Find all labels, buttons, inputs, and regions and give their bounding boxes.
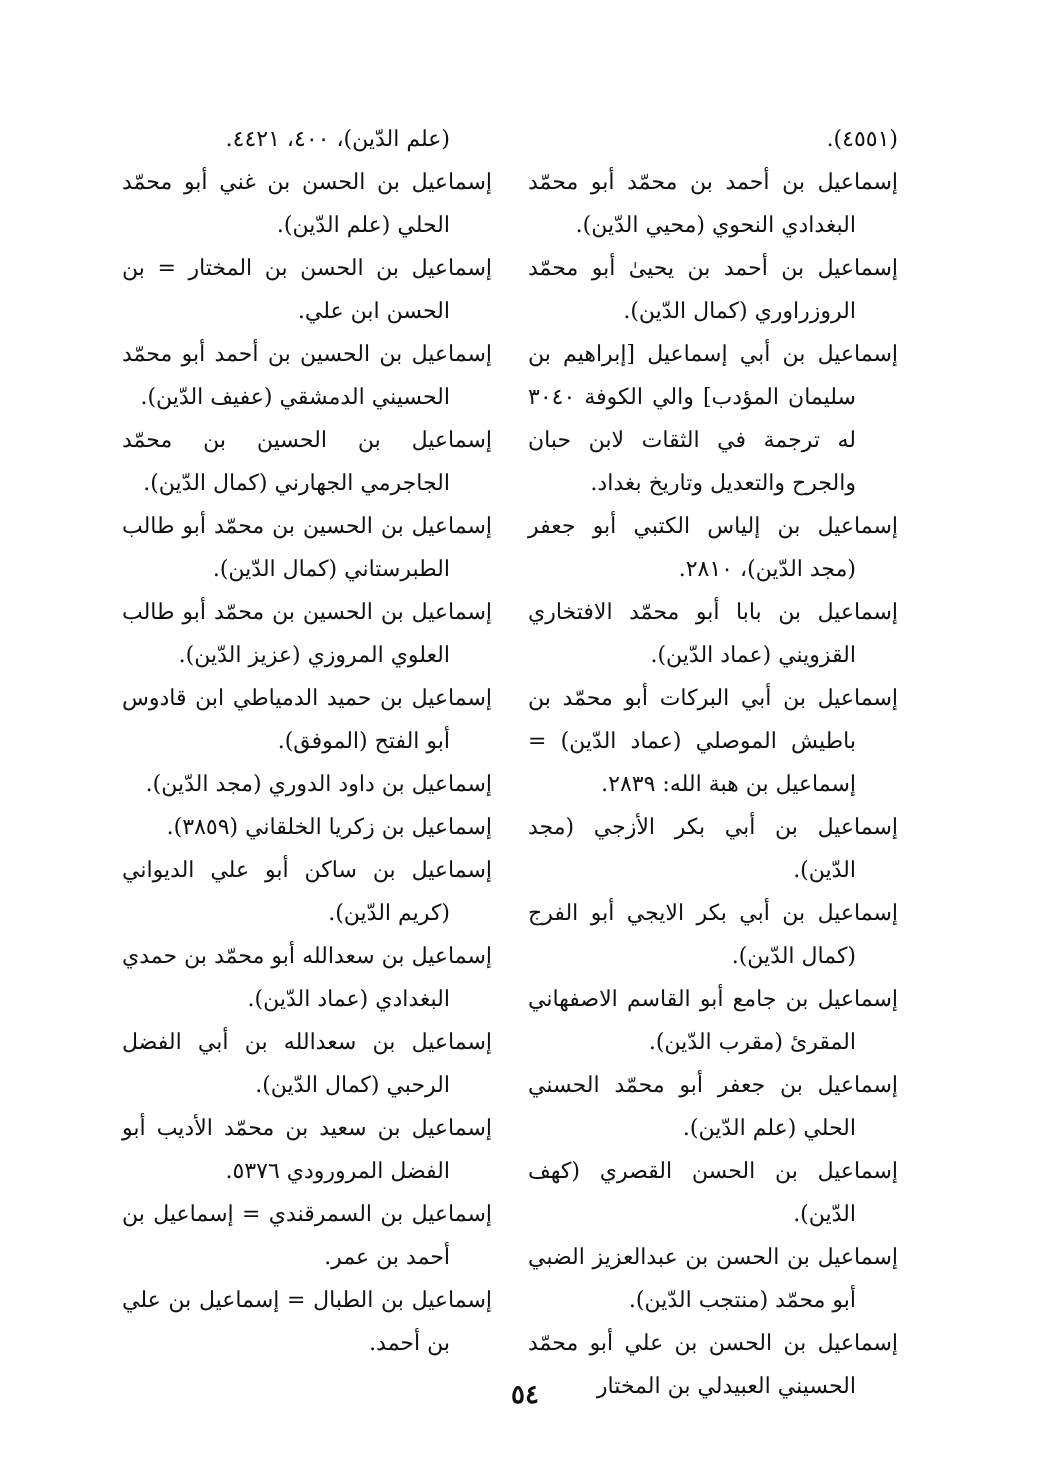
index-entry: إسماعيل بن الحسن بن علي أبو محمّد الحسيني العبيدلي بن المختار xyxy=(528,1331,898,1399)
right-column xyxy=(528,118,898,1408)
index-entry: إسماعيل بن حميد الدمياطي ابن قادوس أبو الفتح (الموفق). xyxy=(122,686,492,754)
index-entry: إسماعيل بن أحمد بن محمّد أبو محمّد البغدادي النحوي (محيي الدّين). xyxy=(528,170,898,238)
index-entry: إسماعيل بن ساكن أبو علي الديواني (كريم الدّين). xyxy=(122,858,492,926)
index-entry: إسماعيل بن الحسن بن غني أبو محمّد الحلي (علم الدّين). xyxy=(122,170,492,238)
index-entry: إسماعيل بن الحسين بن محمّد أبو طالب العلوي المروزي (عزيز الدّين). xyxy=(122,600,492,668)
index-entry: إسماعيل بن أحمد بن يحيىٰ أبو محمّد الروزراوري (كمال الدّين). xyxy=(528,256,898,324)
index-entry: إسماعيل بن سعيد بن محمّد الأديب أبو الفضل المرورودي ٥٣٧٦. xyxy=(122,1116,492,1184)
page-number: ٥٤ xyxy=(511,1380,539,1410)
index-entry: (٤٥٥١). xyxy=(826,127,898,152)
index-entry: إسماعيل بن سعدالله بن أبي الفضل الرحبي (كمال الدّين). xyxy=(122,1030,492,1098)
left-column xyxy=(122,118,492,1365)
index-entry: إسماعيل بن أبي بكر الأزجي (مجد الدّين). xyxy=(528,815,898,883)
index-entry: إسماعيل بن الحسين بن محمّد الجاجرمي الجهارني (كمال الدّين). xyxy=(122,428,492,496)
index-entry: إسماعيل بن السمرقندي = إسماعيل بن أحمد بن عمر. xyxy=(122,1202,492,1270)
index-entry: إسماعيل بن إلياس الكتبي أبو جعفر (مجد الدّين)، ٢٨١٠. xyxy=(528,514,898,582)
index-entry: إسماعيل بن بابا أبو محمّد الافتخاري القزويني (عماد الدّين). xyxy=(528,600,898,668)
index-entry: إسماعيل بن زكريا الخلقاني (٣٨٥٩). xyxy=(166,815,492,840)
index-entry: (علم الدّين)، ٤٠٠، ٤٤٢١. xyxy=(225,127,450,152)
index-entry: إسماعيل بن الحسن بن عبدالعزيز الضبي أبو محمّد (منتجب الدّين). xyxy=(528,1245,898,1313)
index-entry: إسماعيل بن الحسين بن محمّد أبو طالب الطبرستاني (كمال الدّين). xyxy=(122,514,492,582)
index-entry: إسماعيل بن أبي إسماعيل [إبراهيم بن سليمان المؤدب] والي الكوفة ٣٠٤٠ له ترجمة في الثقات لابن حبان والجرح والتعديل وتاريخ بغداد. xyxy=(528,342,898,496)
index-entry: إسماعيل بن الحسن القصري (كهف الدّين). xyxy=(528,1159,898,1227)
index-entry: إسماعيل بن الطبال = إسماعيل بن علي بن أحمد. xyxy=(122,1288,492,1356)
index-entry: إسماعيل بن أبي البركات أبو محمّد بن باطيش الموصلي (عماد الدّين) = إسماعيل بن هبة الله: ٢٨٣٩. xyxy=(528,686,898,797)
index-entry: إسماعيل بن الحسين بن أحمد أبو محمّد الحسيني الدمشقي (عفيف الدّين). xyxy=(122,342,492,410)
index-entry: إسماعيل بن أبي بكر الايجي أبو الفرج (كمال الدّين). xyxy=(528,901,898,969)
index-entry: إسماعيل بن جامع أبو القاسم الاصفهاني المقرئ (مقرب الدّين). xyxy=(528,987,898,1055)
index-entry: إسماعيل بن الحسن بن المختار = بن الحسن ابن علي. xyxy=(122,256,492,324)
index-entry: إسماعيل بن جعفر أبو محمّد الحسني الحلي (علم الدّين). xyxy=(528,1073,898,1141)
index-entry: إسماعيل بن سعدالله أبو محمّد بن حمدي البغدادي (عماد الدّين). xyxy=(122,944,492,1012)
index-entry: إسماعيل بن داود الدوري (مجد الدّين). xyxy=(145,772,492,797)
